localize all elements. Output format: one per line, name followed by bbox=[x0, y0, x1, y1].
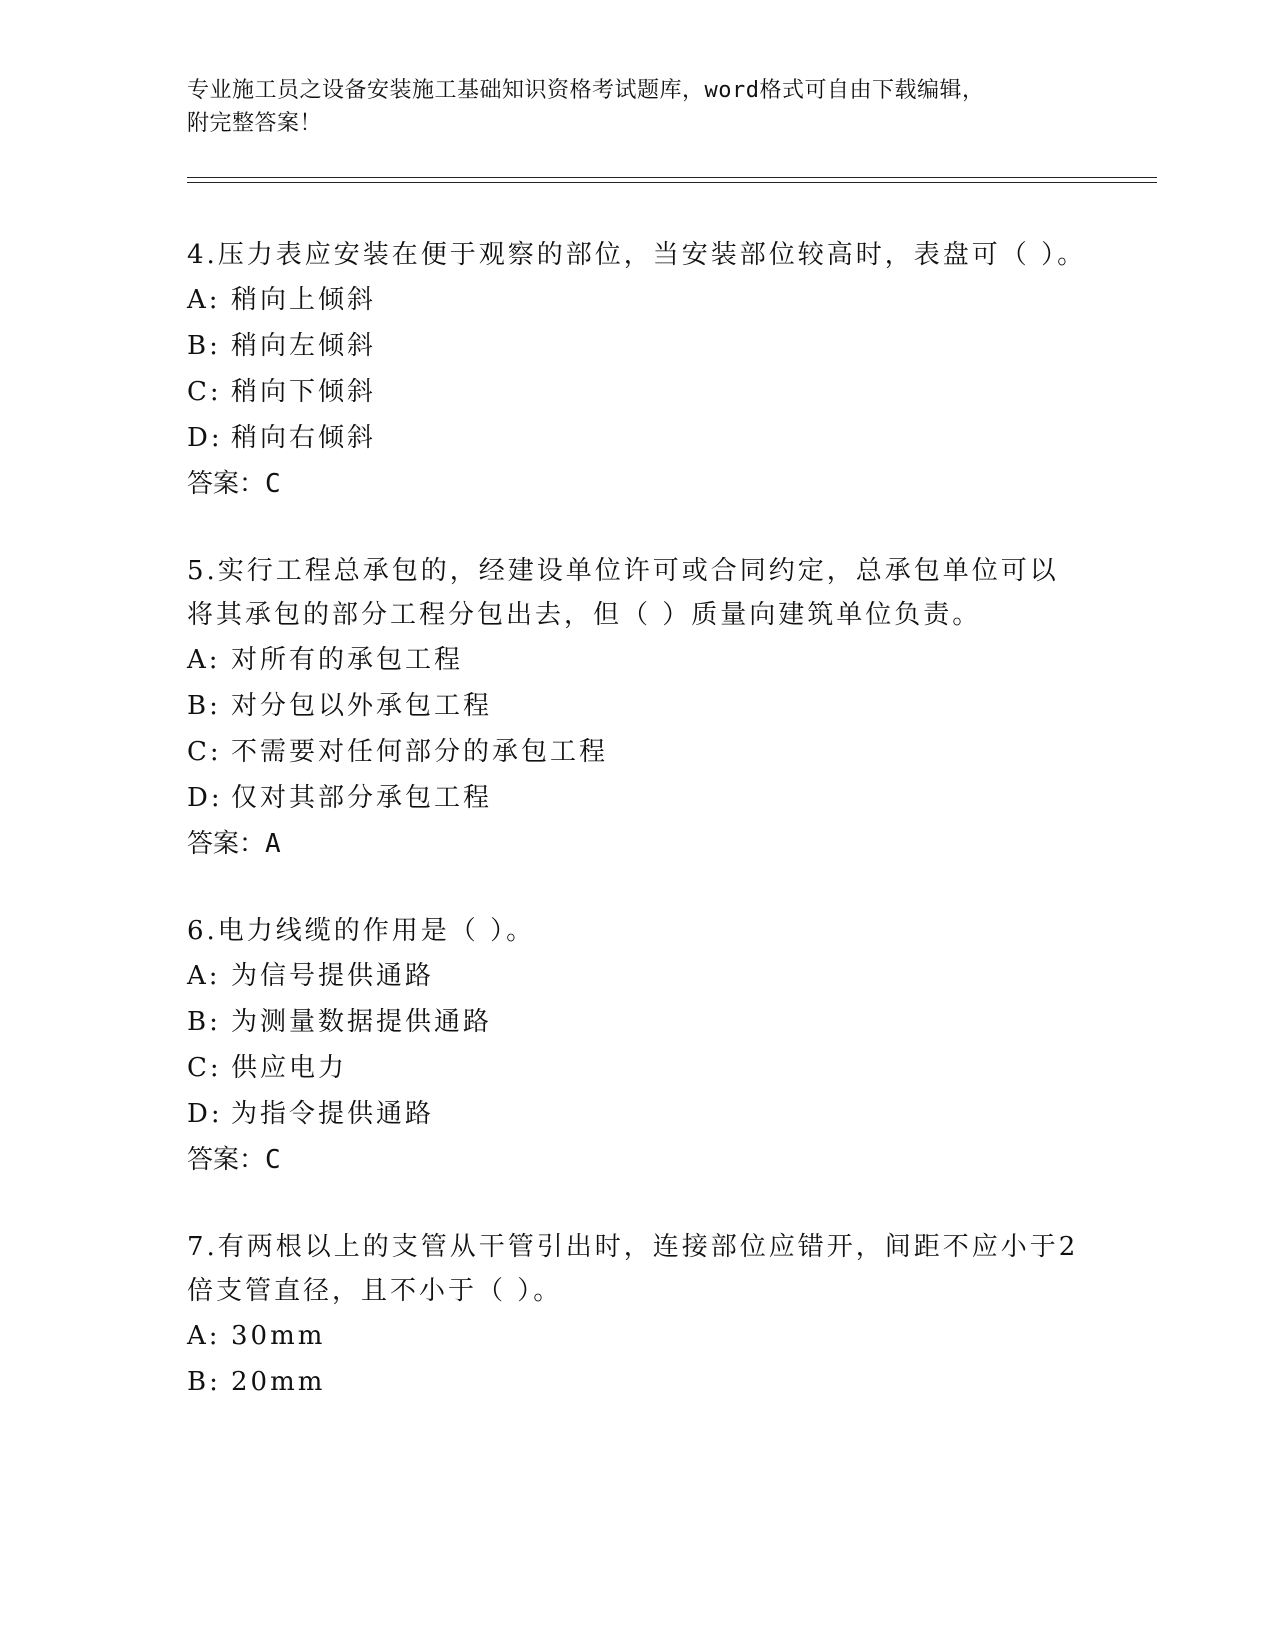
option-letter: B: bbox=[187, 331, 221, 361]
question-7 bbox=[187, 1225, 1087, 1405]
option-c bbox=[187, 729, 1087, 775]
option-text: 30mm bbox=[231, 1321, 326, 1351]
option-letter: B: bbox=[187, 1007, 221, 1037]
question-6 bbox=[187, 909, 1087, 1183]
option-letter: D: bbox=[187, 1099, 223, 1129]
option-b bbox=[187, 999, 1087, 1045]
option-text: 为信号提供通路 bbox=[231, 961, 435, 991]
header-divider-top bbox=[187, 177, 1157, 178]
option-a bbox=[187, 277, 1087, 323]
option-letter: A: bbox=[187, 961, 221, 991]
option-a bbox=[187, 1313, 1087, 1359]
answer-line bbox=[187, 461, 1087, 507]
option-text: 稍向左倾斜 bbox=[231, 331, 377, 361]
option-letter: B: bbox=[187, 1367, 221, 1397]
question-5 bbox=[187, 549, 1087, 867]
answer-label: 答案： bbox=[187, 829, 266, 859]
option-c bbox=[187, 369, 1087, 415]
option-d bbox=[187, 415, 1087, 461]
question-stem: 6.电力线缆的作用是（ ）。 bbox=[187, 916, 536, 946]
header-line-2: 附完整答案！ bbox=[187, 111, 323, 136]
option-d bbox=[187, 1091, 1087, 1137]
question-stem: 5.实行工程总承包的，经建设单位许可或合同约定，总承包单位可以将其承包的部分工程分包出去，但（ ）质量向建筑单位负责。 bbox=[187, 556, 1059, 630]
header-line-1: 专业施工员之设备安装施工基础知识资格考试题库，word格式可自由下载编辑， bbox=[187, 78, 985, 103]
answer-value: C bbox=[265, 469, 281, 499]
option-text: 稍向右倾斜 bbox=[231, 423, 377, 453]
option-text: 为测量数据提供通路 bbox=[231, 1007, 493, 1037]
option-letter: C: bbox=[187, 737, 222, 767]
option-text: 稍向上倾斜 bbox=[231, 285, 377, 315]
answer-line bbox=[187, 821, 1087, 867]
header-divider-bottom bbox=[187, 182, 1157, 183]
option-b bbox=[187, 683, 1087, 729]
answer-label: 答案： bbox=[187, 1145, 266, 1175]
option-letter: D: bbox=[187, 423, 223, 453]
option-a bbox=[187, 637, 1087, 683]
option-b bbox=[187, 323, 1087, 369]
option-b bbox=[187, 1359, 1087, 1405]
option-text: 20mm bbox=[231, 1367, 326, 1397]
option-d bbox=[187, 775, 1087, 821]
option-letter: C: bbox=[187, 1053, 222, 1083]
answer-value: A bbox=[265, 829, 281, 859]
document-header bbox=[187, 74, 1087, 140]
option-text: 为指令提供通路 bbox=[231, 1099, 435, 1129]
option-a bbox=[187, 953, 1087, 999]
answer-label: 答案： bbox=[187, 469, 266, 499]
option-text: 供应电力 bbox=[231, 1053, 348, 1083]
option-text: 稍向下倾斜 bbox=[231, 377, 377, 407]
question-list bbox=[187, 233, 1087, 1447]
question-4 bbox=[187, 233, 1087, 507]
option-letter: A: bbox=[187, 645, 221, 675]
option-letter: B: bbox=[187, 691, 221, 721]
option-letter: A: bbox=[187, 285, 221, 315]
question-stem: 7.有两根以上的支管从干管引出时，连接部位应错开，间距不应小于2倍支管直径，且不小于（ ）。 bbox=[187, 1232, 1079, 1306]
option-text: 对所有的承包工程 bbox=[231, 645, 464, 675]
answer-line bbox=[187, 1137, 1087, 1183]
option-letter: A: bbox=[187, 1321, 221, 1351]
option-c bbox=[187, 1045, 1087, 1091]
question-stem: 4.压力表应安装在便于观察的部位，当安装部位较高时，表盘可（ ）。 bbox=[187, 240, 1087, 270]
option-text: 不需要对任何部分的承包工程 bbox=[231, 737, 609, 767]
option-letter: D: bbox=[187, 783, 223, 813]
answer-value: C bbox=[265, 1145, 281, 1175]
option-text: 对分包以外承包工程 bbox=[231, 691, 493, 721]
option-letter: C: bbox=[187, 377, 222, 407]
option-text: 仅对其部分承包工程 bbox=[231, 783, 493, 813]
